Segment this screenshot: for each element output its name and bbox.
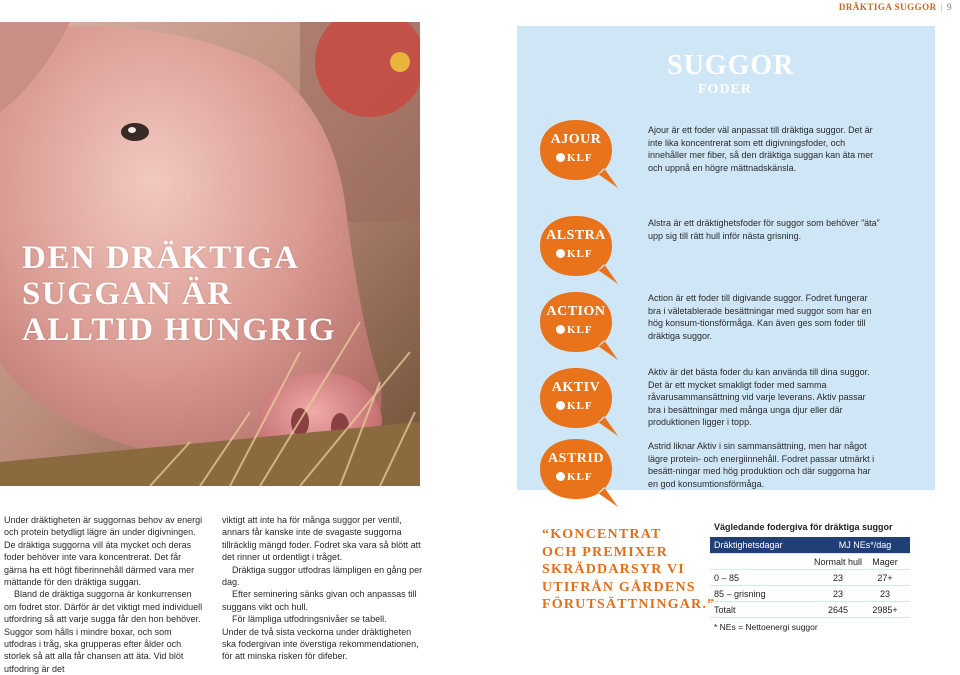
feed-description: Astrid liknar Aktiv i sin sammansättning, men har något lägre protein- och energiinnehåll. Fodret passar utmärkt i besätt-ningar med hög produktion och där suggorna har en god konsumtionsförmåga. <box>648 441 875 489</box>
quote-line: FÖRUTSÄTTNINGAR.” <box>542 597 716 612</box>
klf-logo-icon <box>556 401 565 410</box>
brand-name: KLF <box>567 152 593 164</box>
klf-logo-icon <box>556 325 565 334</box>
feed-badge-ajour <box>540 118 622 190</box>
table-cell: 0 – 85 <box>714 573 740 583</box>
brand-name: KLF <box>567 471 593 483</box>
klf-logo-icon <box>556 153 565 162</box>
feed-badge-astrid <box>540 437 622 509</box>
table-cell: 23 <box>879 589 890 599</box>
brand-logo <box>556 400 593 412</box>
table-subheader-cell: Normalt hull <box>813 557 862 567</box>
feed-name: ACTION <box>546 304 606 319</box>
quote-line: “KONCENTRAT <box>542 527 662 542</box>
feed-badge-aktiv <box>540 366 622 438</box>
feed-name: AJOUR <box>550 132 602 147</box>
brand-logo <box>556 324 593 336</box>
body-paragraph: Under dräktigheten är suggornas behov av energi och protein betydligt lägre än under digivningen. De dräktiga suggorna vill äta mycket och deras foder behöver inte vara koncentrerat. Det får gärna ha ett högt fiberinnehåll därmed vara mer mättande för den dräktiga suggan. <box>4 515 203 588</box>
brand-name: KLF <box>567 400 593 412</box>
body-paragraph: Bland de dräktiga suggorna är konkurrensen om fodret stor. Därför är det viktigt med individuell utfordring så att varje sugga får den hon behöver. Suggor som hålls i mindre boxar, och som utfodras i tråg, ska grupperas efter ålder och storlek så att alla får chansen att äta. Vid blöt utfodring är det <box>4 589 203 674</box>
body-column-right <box>222 514 426 663</box>
table-header-row <box>710 537 910 554</box>
feed-name: AKTIV <box>551 380 601 395</box>
feed-name: ALSTRA <box>546 228 606 243</box>
feed-name: ASTRID <box>548 451 604 466</box>
body-paragraph: Dräktiga suggor utfodras lämpligen en gång per dag. <box>222 564 423 588</box>
running-head: DRÄKTIGA SUGGOR | 9 <box>838 2 952 12</box>
table-cell: 23 <box>832 589 843 599</box>
table-header-cell: MJ NEs*/dag <box>838 540 892 550</box>
feed-description: Action är ett foder till digivande suggor. Fodret fungerar bra i väletablerade besättningar med suggor som har en hög konsum-tionsförmåga. Kan även ges som foder till dräktiga suggor. <box>648 293 872 341</box>
headline-line: ALLTID HUNGRIG <box>22 312 337 348</box>
body-paragraph: Under de två sista veckorna under dräktigheten ska fodergivan inte överstiga rekommendationen, för att minska risken för difeber. <box>222 626 419 662</box>
feeding-table <box>710 537 910 618</box>
page-number: 9 <box>947 2 952 12</box>
feed-description: Aktiv är det bästa foder du kan använda till dina suggor. Det är ett mycket smakligt foder med samma råvarusammansättning vid varje leverans. Aktiv passar bra i besättningar med många unga djur eller där produktionen ligger i topp. <box>648 367 870 427</box>
brand-logo <box>556 248 593 260</box>
table-title: Vägledande fodergiva för dräktiga suggor <box>714 522 893 532</box>
body-column-left <box>4 514 204 675</box>
headline-line: SUGGAN ÄR <box>22 276 233 312</box>
headline-line: DEN DRÄKTIGA <box>22 240 300 276</box>
table-footnote: * NEs = Nettoenergi suggor <box>714 622 818 632</box>
brand-name: KLF <box>567 248 593 260</box>
pull-quote <box>542 526 715 614</box>
klf-logo-icon <box>556 472 565 481</box>
table-row <box>710 570 910 586</box>
brand-logo <box>556 471 593 483</box>
body-paragraph: viktigt att inte ha för många suggor per ventil, annars får kanske inte de svagaste suggorna tillräcklig mängd foder. Fodret ska vara så blött att det rinner ut ordentligt i tråget. <box>222 515 421 563</box>
table-row <box>710 586 910 602</box>
running-head-section: DRÄKTIGA SUGGOR <box>838 2 937 12</box>
feed-description: Alstra är ett dräktighetsfoder för suggor som behöver ”äta” upp sig till rätt hull inför nästa grisning. <box>648 218 880 241</box>
quote-line: UTIFRÅN GÅRDENS <box>542 579 696 595</box>
quote-line: SKRÄDDARSYR VI <box>542 562 685 577</box>
table-subheader-row <box>710 554 910 570</box>
panel-subtitle: FODER <box>698 82 752 97</box>
table-cell: 23 <box>832 573 843 583</box>
feed-badge-action <box>540 290 622 362</box>
table-cell: 2645 <box>827 605 849 615</box>
table-header-cell: Dräktighetsdagar <box>714 540 783 550</box>
panel-title: SUGGOR <box>667 50 795 81</box>
table-cell: 27+ <box>877 573 893 583</box>
table-cell: 85 – grisning <box>714 589 766 599</box>
table-cell: Totalt <box>714 605 736 615</box>
table-subheader-cell: Mager <box>872 557 898 567</box>
brand-name: KLF <box>567 324 593 336</box>
body-paragraph: Efter seminering sänks givan och anpassas till suggans vikt och hull. <box>222 589 417 612</box>
body-paragraph: För lämpliga utfodringsnivåer se tabell. <box>232 614 387 625</box>
klf-logo-icon <box>556 249 565 258</box>
quote-line: OCH PREMIXER <box>542 544 669 560</box>
feed-description: Ajour är ett foder väl anpassat till dräktiga suggor. Det är inte lika koncentrerat som ett digivningsfoder, och innehåller mer fiber, så den dräktiga suggan kan äta mer och uppnå en högre mättnadskänsla. <box>648 125 874 173</box>
brand-logo <box>556 152 593 164</box>
feed-badge-alstra <box>540 214 622 286</box>
table-cell: 2985+ <box>872 605 898 615</box>
table-row <box>710 602 910 618</box>
headline <box>22 240 336 348</box>
